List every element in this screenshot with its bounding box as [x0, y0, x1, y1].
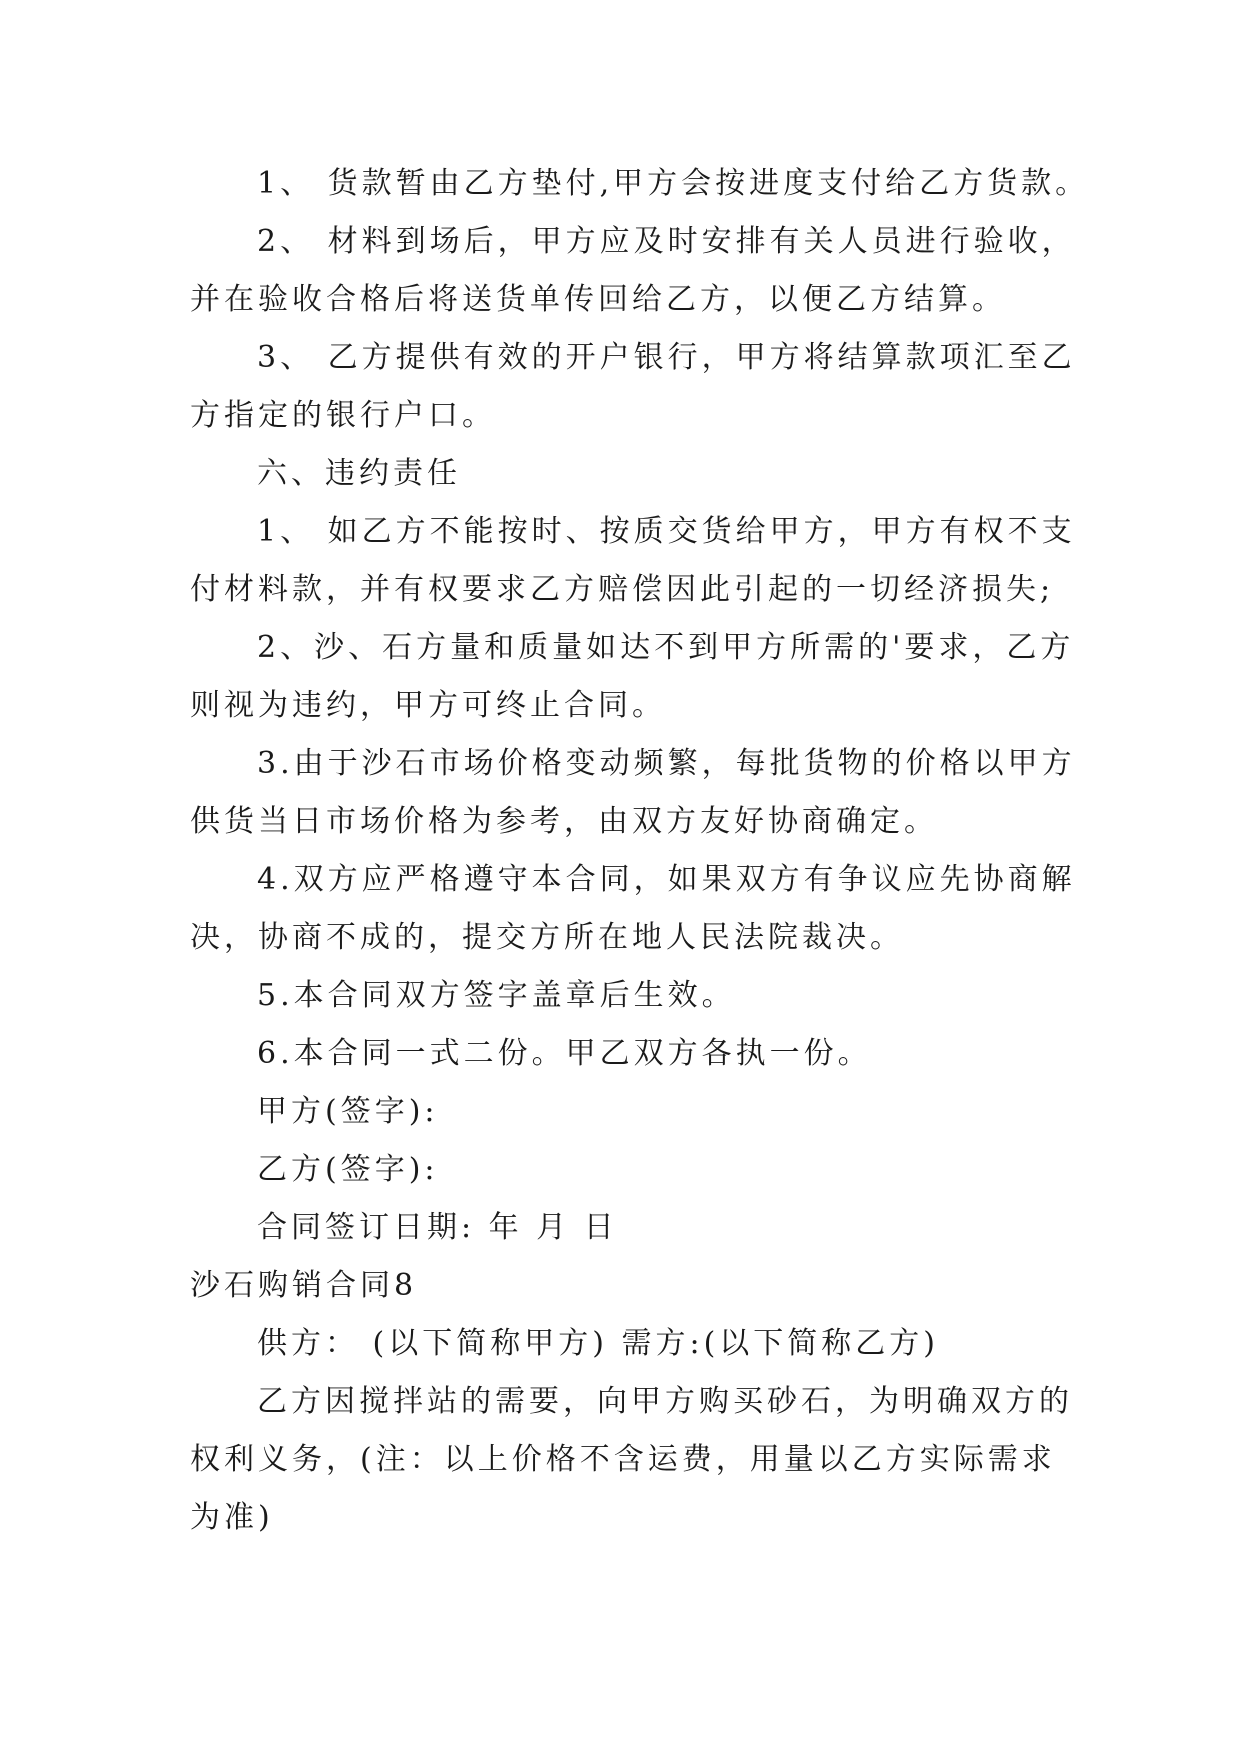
intro-paragraph: 乙方因搅拌站的需要，向甲方购买砂石，为明确双方的 [257, 1384, 1073, 1419]
party-a-signature: 甲方(签字): [257, 1094, 439, 1129]
parties-line: 供方： (以下简称甲方) 需方:(以下简称乙方) [257, 1326, 939, 1361]
payment-clause-1: 1、 货款暂由乙方垫付,甲方会按进度支付给乙方货款。 [257, 166, 1090, 201]
breach-clause-2-cont: 则视为违约，甲方可终止合同。 [190, 688, 666, 723]
breach-clause-5: 5.本合同双方签字盖章后生效。 [257, 978, 736, 1013]
breach-clause-6: 6.本合同一式二份。甲乙双方各执一份。 [257, 1036, 872, 1071]
breach-clause-1: 1、 如乙方不能按时、按质交货给甲方，甲方有权不支 [257, 514, 1076, 549]
breach-clause-4: 4.双方应严格遵守本合同，如果双方有争议应先协商解 [257, 862, 1076, 897]
section-heading-breach: 六、违约责任 [257, 456, 461, 491]
breach-clause-4-cont: 决，协商不成的，提交方所在地人民法院裁决。 [190, 920, 904, 955]
payment-clause-3: 3、 乙方提供有效的开户银行，甲方将结算款项汇至乙 [257, 340, 1076, 375]
breach-clause-3: 3.由于沙石市场价格变动频繁，每批货物的价格以甲方 [257, 746, 1076, 781]
breach-clause-2: 2、沙、石方量和质量如达不到甲方所需的'要求，乙方 [257, 630, 1075, 665]
intro-paragraph-end: 为准) [190, 1500, 274, 1535]
party-b-signature: 乙方(签字): [257, 1152, 439, 1187]
payment-clause-3-cont: 方指定的银行户口。 [190, 398, 496, 433]
contract-title: 沙石购销合同8 [190, 1268, 418, 1303]
contract-date: 合同签订日期: 年 月 日 [257, 1210, 618, 1245]
payment-clause-2-cont: 并在验收合格后将送货单传回给乙方，以便乙方结算。 [190, 282, 1006, 317]
intro-paragraph-cont: 权利义务，(注：以上价格不含运费，用量以乙方实际需求 [190, 1442, 1056, 1477]
breach-clause-1-cont: 付材料款，并有权要求乙方赔偿因此引起的一切经济损失; [190, 572, 1055, 607]
breach-clause-3-cont: 供货当日市场价格为参考，由双方友好协商确定。 [190, 804, 938, 839]
payment-clause-2: 2、 材料到场后，甲方应及时安排有关人员进行验收， [257, 224, 1076, 259]
